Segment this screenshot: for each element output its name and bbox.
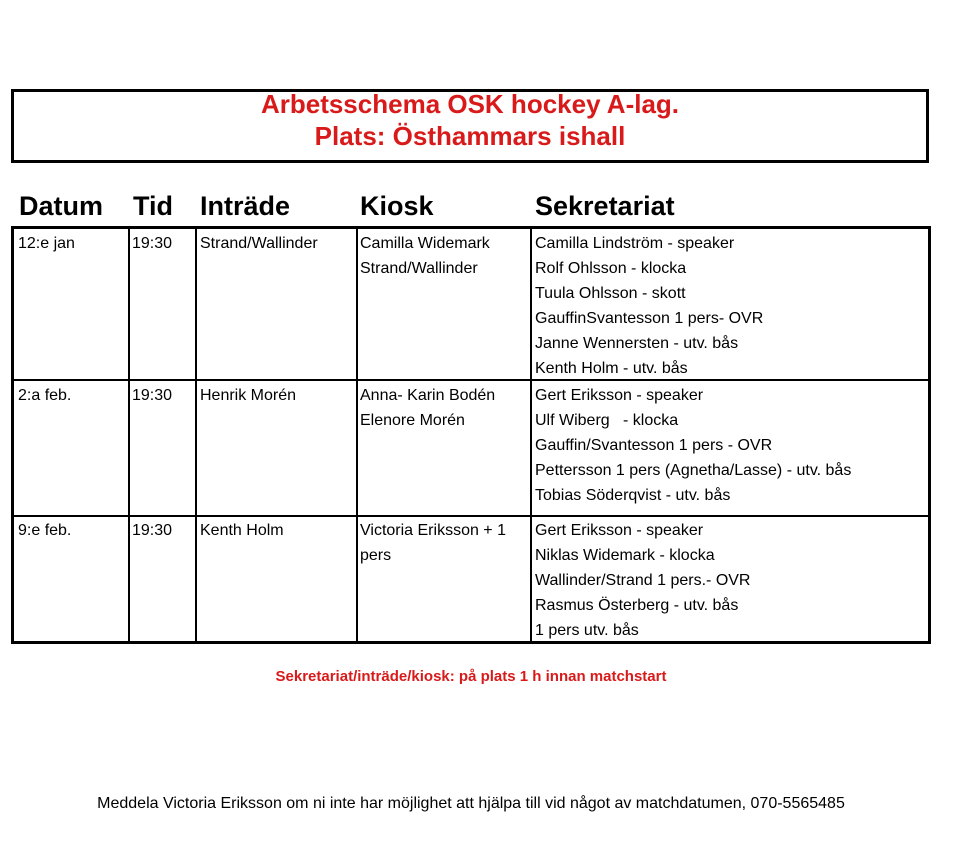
sekretariat-line: Gert Eriksson - speaker (535, 522, 704, 539)
column-divider (356, 229, 358, 641)
sekretariat-line: Janne Wennersten - utv. bås (535, 335, 739, 352)
kiosk-line: Victoria Eriksson + 1 (360, 522, 506, 539)
sekretariat-line: Tobias Söderqvist - utv. bås (535, 487, 731, 504)
sekretariat-line: Gert Eriksson - speaker (535, 387, 704, 404)
kiosk-line: Elenore Morén (360, 412, 465, 429)
sekretariat-line: Ulf Wiberg - klocka (535, 412, 679, 429)
sekretariat-line: 1 pers utv. bås (535, 622, 639, 639)
row-1-intrade: Strand/Wallinder (200, 235, 318, 252)
arrival-note: Sekretariat/inträde/kiosk: på plats 1 h innan matchstart (275, 668, 667, 685)
header-kiosk: Kiosk (360, 191, 434, 221)
row-1-sekretariat (535, 231, 763, 381)
row-divider (14, 515, 928, 517)
row-3-intrade: Kenth Holm (200, 522, 284, 539)
row-2-datum: 2:a feb. (18, 387, 72, 404)
column-divider (195, 229, 197, 641)
sekretariat-line: Niklas Widemark - klocka (535, 547, 715, 564)
column-divider (530, 229, 532, 641)
kiosk-line: pers (360, 547, 392, 564)
sekretariat-line: Tuula Ohlsson - skott (535, 285, 686, 302)
sekretariat-line: Rolf Ohlsson - klocka (535, 260, 687, 277)
row-1-kiosk (360, 231, 490, 281)
row-3-sekretariat (535, 518, 750, 643)
header-sekretariat: Sekretariat (535, 191, 675, 221)
row-2-kiosk (360, 383, 495, 433)
sekretariat-line: Pettersson 1 pers (Agnetha/Lasse) - utv. bås (535, 462, 852, 479)
kiosk-line: Camilla Widemark (360, 235, 490, 252)
kiosk-line: Anna- Karin Bodén (360, 387, 496, 404)
schedule-table (11, 226, 931, 644)
venue-title: Plats: Östhammars ishall (314, 121, 626, 151)
sekretariat-line: Kenth Holm - utv. bås (535, 360, 688, 377)
row-1-datum: 12:e jan (18, 235, 75, 252)
row-2-intrade: Henrik Morén (200, 387, 297, 404)
header-tid: Tid (133, 191, 173, 221)
header-intrade: Inträde (200, 191, 291, 221)
row-divider (14, 379, 928, 381)
row-3-kiosk (360, 518, 506, 568)
sekretariat-line: GauffinSvantesson 1 pers- OVR (535, 310, 764, 327)
row-3-datum: 9:e feb. (18, 522, 72, 539)
schedule-title: Arbetsschema OSK hockey A-lag. (260, 89, 680, 119)
column-divider (128, 229, 130, 641)
row-3-tid: 19:30 (132, 522, 173, 539)
sekretariat-line: Rasmus Österberg - utv. bås (535, 597, 739, 614)
kiosk-line: Strand/Wallinder (360, 260, 478, 277)
sekretariat-line: Wallinder/Strand 1 pers.- OVR (535, 572, 751, 589)
title-box (11, 89, 929, 163)
contact-footer: Meddela Victoria Eriksson om ni inte har möjlighet att hjälpa till vid något av matchdatumen, 070-5565485 (97, 795, 845, 812)
sekretariat-line: Camilla Lindström - speaker (535, 235, 735, 252)
row-1-tid: 19:30 (132, 235, 173, 252)
sekretariat-line: Gauffin/Svantesson 1 pers - OVR (535, 437, 773, 454)
row-2-tid: 19:30 (132, 387, 173, 404)
header-datum: Datum (19, 191, 104, 221)
row-2-sekretariat (535, 383, 851, 508)
